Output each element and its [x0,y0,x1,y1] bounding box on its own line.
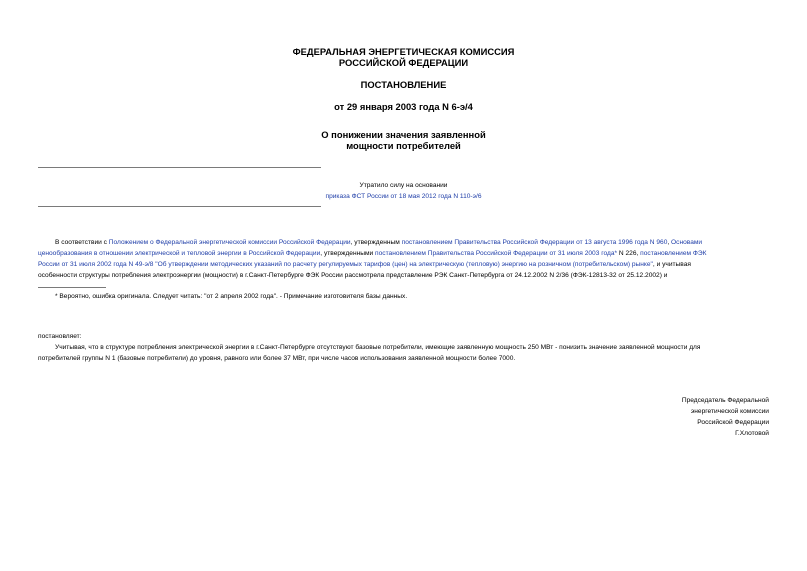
paragraph-2-line-1: Учитывая, что в структуре потребления электрической энергии в г.Санкт-Петербурге отсутствуют базовые потребители, имеющие заявленную мощность 250 МВт - понизить значение заявленной мощности для [55,344,701,351]
text-run: В соответствии с [55,239,109,246]
link-fek-decree[interactable]: постановлением ФЭК [640,250,707,257]
text-run: , утвержденным [350,239,402,246]
signature-line-3: Российской Федерации [697,419,769,426]
paragraph-1-line-4: особенности структуры потребления электроэнергии (мощности) в г.Санкт-Петербурге ФЭК России рассмотрела представление РЭК Санкт-Петербурга от 24.12.2002 N 2/36 (ФЭК-12813-32 от 25.12.2002) и [38,272,668,279]
document-type: ПОСТАНОВЛЕНИЕ [360,79,447,90]
link-pricing-basics-cont[interactable]: ценообразования в отношении электрической и тепловой энергии в Российской Федерации [38,250,321,257]
text-run: N 226, [617,250,641,257]
link-gov-decree-2003[interactable]: постановлением Правительства Российской Федерации от 31 июля 2003 года* [375,250,618,257]
link-pricing-basics[interactable]: Основами [671,239,703,246]
issuer-line-1: ФЕДЕРАЛЬНАЯ ЭНЕРГЕТИЧЕСКАЯ КОМИССИЯ [292,46,515,57]
text-run: , [667,239,672,246]
status-note-link[interactable]: приказа ФСТ России от 18 мая 2012 года N 110-э/6 [325,193,482,200]
signatory-name: Г.Хлотовой [735,430,769,437]
link-gov-decree-960[interactable]: постановлением Правительства Российской Федерации от 13 августа 1996 года N 960 [401,239,668,246]
link-fek-regulation[interactable]: Положением о Федеральной энергетической комиссии Российской Федерации [108,239,351,246]
signature-line-2: энергетической комиссии [690,408,769,415]
paragraph-1-line-1 [55,237,702,248]
resolves-label: постановляет: [38,333,82,340]
footnote: * Вероятно, ошибка оригинала. Следует читать: "от 2 апреля 2002 года". - Примечание изготовителя базы данных. [55,293,408,300]
issuer-line-2: РОССИЙСКОЙ ФЕДЕРАЦИИ [338,57,469,68]
footnote-divider [38,287,106,288]
signature-line-1: Председатель Федеральной [681,397,769,404]
status-note-text: Утратило силу на основании [359,182,448,189]
text-run: , и учитывая [652,261,691,268]
document-title-line-2: мощности потребителей [346,140,461,151]
divider-top [38,167,321,168]
document-title-line-1: О понижении значения заявленной [321,129,486,140]
paragraph-2-line-2: потребителей группы N 1 (базовые потребители) до уровня, равного или более 37 МВт, при числе часов использования заявленной мощности более 7000. [38,355,516,362]
document-date: от 29 января 2003 года N 6-э/4 [334,101,473,112]
paragraph-1-line-3 [38,259,691,270]
paragraph-1-line-2 [38,248,706,259]
divider-bottom [38,206,321,207]
link-fek-decree-cont[interactable]: России от 31 июля 2002 года N 49-э/8 "Об утверждении методических указаний по расчету регулируемых тарифов (цен) на электрическую (тепловую) энергию на розничном (потребительском) рынке" [38,261,653,268]
text-run: , утвержденными [320,250,376,257]
